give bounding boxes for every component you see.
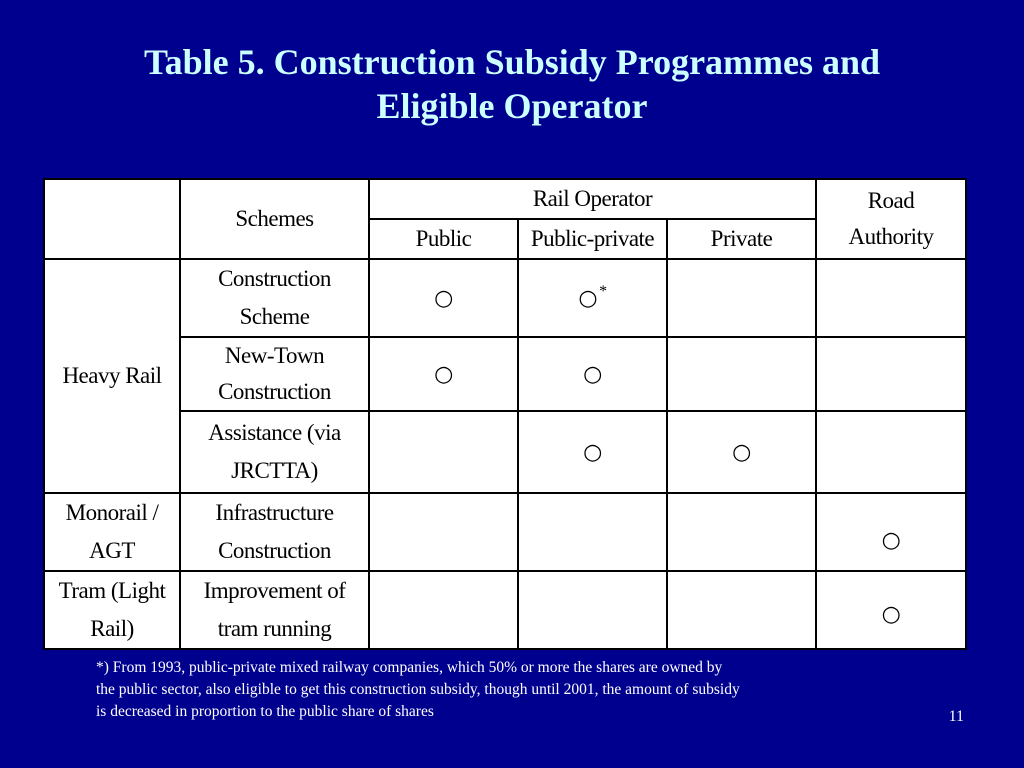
eligible-mark: ○ — [881, 602, 901, 627]
scheme-assistance-line1: Assistance (via — [208, 420, 341, 445]
cell-newtown-public — [369, 337, 518, 411]
eligible-mark: ○ — [732, 439, 751, 465]
scheme-improvement — [180, 571, 369, 649]
cell-monorail-road — [816, 493, 966, 571]
eligible-mark: ○ — [881, 528, 901, 553]
page-number: 11 — [948, 708, 964, 725]
eligible-mark: ○ — [434, 361, 453, 387]
subsidy-table — [43, 178, 967, 650]
table-row-assistance — [44, 411, 966, 493]
cell-tram-private — [667, 571, 816, 649]
cell-tram-public — [369, 571, 518, 649]
scheme-infrastructure-line2: Construction — [218, 538, 331, 563]
group-tram-line2: Rail) — [90, 616, 134, 641]
table-header-row-1 — [44, 179, 966, 219]
table-row-construction-scheme — [44, 259, 966, 337]
group-tram — [44, 571, 180, 649]
scheme-improvement-line2: tram running — [217, 616, 332, 641]
table-row-new-town — [44, 337, 966, 411]
cell-tram-road — [816, 571, 966, 649]
group-monorail-line2: AGT — [89, 538, 135, 563]
group-heavy-rail: Heavy Rail — [44, 259, 180, 493]
cell-assistance-road — [816, 411, 966, 493]
scheme-new-town — [180, 337, 369, 411]
footnote-star: * — [599, 282, 607, 300]
slide-title-line2: Eligible Operator — [376, 86, 648, 126]
slide-title — [0, 40, 1024, 128]
scheme-new-town-line2: Construction — [218, 379, 331, 404]
scheme-assistance-line2: JRCTTA) — [231, 458, 318, 483]
footnote-line3: is decreased in proportion to the public share of shares — [96, 703, 434, 720]
cell-monorail-public-private — [518, 493, 667, 571]
cell-newtown-private — [667, 337, 816, 411]
header-road-authority-line1: Road — [867, 188, 915, 213]
cell-construction-private — [667, 259, 816, 337]
eligible-mark: ○ — [583, 361, 602, 387]
header-rail-operator: Rail Operator — [369, 179, 816, 219]
scheme-new-town-line1: New-Town — [224, 343, 325, 368]
header-public-private: Public-private — [518, 219, 667, 259]
group-monorail — [44, 493, 180, 571]
scheme-infrastructure — [180, 493, 369, 571]
scheme-construction-line1: Construction — [218, 266, 331, 291]
group-tram-line1: Tram (Light — [58, 578, 166, 603]
table-row-tram — [44, 571, 966, 649]
scheme-infrastructure-line1: Infrastructure — [215, 500, 334, 525]
header-road-authority — [816, 179, 966, 259]
header-public: Public — [369, 219, 518, 259]
cell-assistance-public — [369, 411, 518, 493]
cell-construction-road — [816, 259, 966, 337]
header-schemes: Schemes — [180, 179, 369, 259]
cell-construction-public-private — [518, 259, 667, 337]
header-private: Private — [667, 219, 816, 259]
cell-tram-public-private — [518, 571, 667, 649]
eligible-mark: ○ — [583, 439, 602, 465]
cell-monorail-private — [667, 493, 816, 571]
slide-title-line1: Table 5. Construction Subsidy Programmes and — [143, 42, 881, 82]
group-monorail-line1: Monorail / — [65, 500, 159, 525]
scheme-improvement-line1: Improvement of — [203, 578, 346, 603]
footnote — [96, 657, 936, 723]
subsidy-table-container — [43, 178, 965, 641]
footnote-line2: the public sector, also eligible to get this construction subsidy, though until 2001, the amount of subsidy — [96, 681, 740, 698]
cell-construction-public — [369, 259, 518, 337]
cell-newtown-road — [816, 337, 966, 411]
cell-assistance-private — [667, 411, 816, 493]
cell-monorail-public — [369, 493, 518, 571]
scheme-construction-line2: Scheme — [239, 304, 310, 329]
table-row-monorail — [44, 493, 966, 571]
eligible-mark: ○ — [578, 285, 598, 311]
cell-newtown-public-private — [518, 337, 667, 411]
cell-assistance-public-private — [518, 411, 667, 493]
scheme-construction — [180, 259, 369, 337]
header-road-authority-line2: Authority — [848, 224, 934, 249]
footnote-line1: *) From 1993, public-private mixed railway companies, which 50% or more the shares are owned by — [96, 659, 723, 676]
header-empty-cell — [44, 179, 180, 259]
eligible-mark: ○ — [434, 285, 453, 311]
scheme-assistance — [180, 411, 369, 493]
